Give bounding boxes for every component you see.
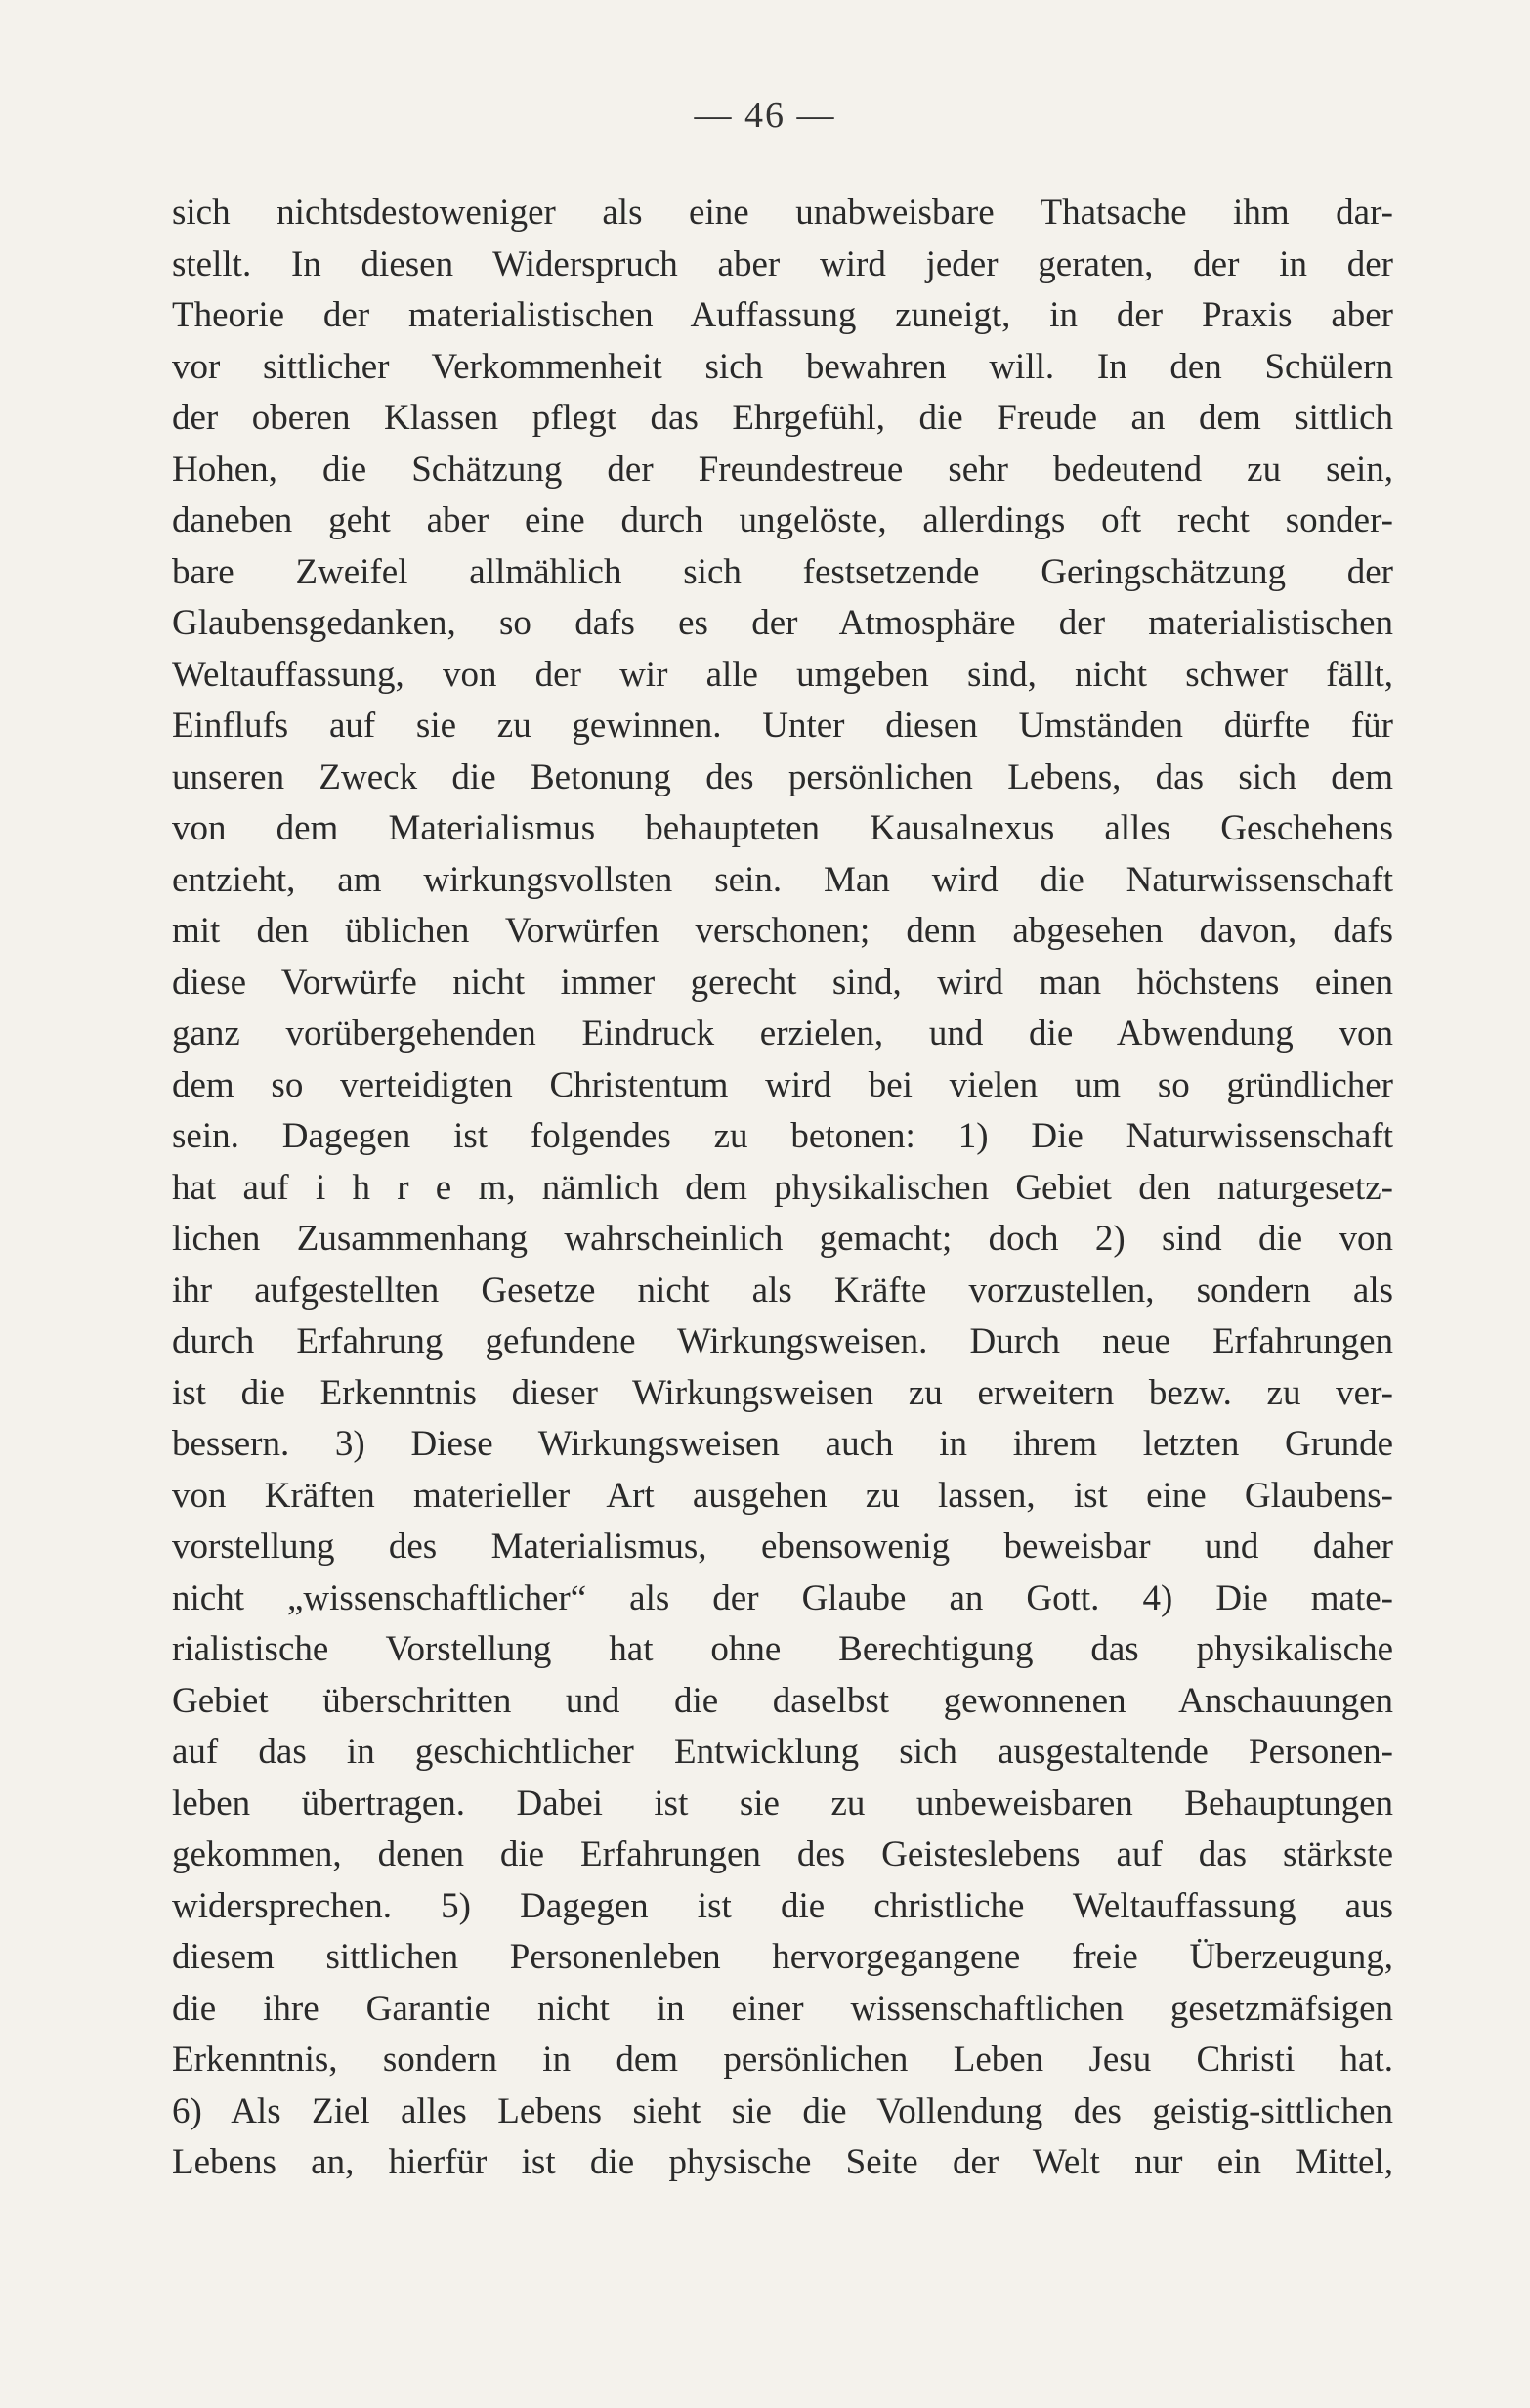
text-line: dem so verteidigten Christentum wird bei vielen um so gründlicher bbox=[172, 1064, 1393, 1105]
text-line: Glaubensgedanken, so dafs es der Atmosphäre der materialistischen bbox=[172, 603, 1393, 643]
text-line: diesem sittlichen Personenleben hervorgegangene freie Überzeugung, bbox=[172, 1937, 1393, 1977]
text-line: von Kräften materieller Art ausgehen zu lassen, ist eine Glaubens- bbox=[172, 1475, 1393, 1516]
text-line: hat auf i h r e m, nämlich dem physikalischen Gebiet den naturgesetz- bbox=[172, 1167, 1393, 1208]
text-line: widersprechen. 5) Dagegen ist die christliche Weltauffassung aus bbox=[172, 1885, 1393, 1926]
text-line: Hohen, die Schätzung der Freundestreue sehr bedeutend zu sein, bbox=[172, 449, 1393, 490]
text-line: durch Erfahrung gefundene Wirkungsweisen. Durch neue Erfahrungen bbox=[172, 1321, 1393, 1361]
text-line: stellt. In diesen Widerspruch aber wird jeder geraten, der in der bbox=[172, 243, 1393, 284]
text-line: Weltauffassung, von der wir alle umgeben sind, nicht schwer fällt, bbox=[172, 654, 1393, 695]
text-line: Einflufs auf sie zu gewinnen. Unter diesen Umständen dürfte für bbox=[172, 706, 1393, 746]
text-line: von dem Materialismus behaupteten Kausalnexus alles Geschehens bbox=[172, 808, 1393, 848]
text-line: vorstellung des Materialismus, ebensowenig beweisbar und daher bbox=[172, 1526, 1393, 1567]
text-line: sich nichtsdestoweniger als eine unabweisbare Thatsache ihm dar- bbox=[172, 193, 1393, 233]
text-line: bare Zweifel allmählich sich festsetzende Geringschätzung der bbox=[172, 551, 1393, 592]
text-line: ist die Erkenntnis dieser Wirkungsweisen zu erweitern bezw. zu ver- bbox=[172, 1372, 1393, 1413]
text-line: auf das in geschichtlicher Entwicklung sich ausgestaltende Personen- bbox=[172, 1732, 1393, 1772]
text-line: Theorie der materialistischen Auffassung zuneigt, in der Praxis aber bbox=[172, 295, 1393, 335]
body-text bbox=[172, 188, 1393, 2189]
text-line: daneben geht aber eine durch ungelöste, allerdings oft recht sonder- bbox=[172, 500, 1393, 540]
text-line: rialistische Vorstellung hat ohne Berechtigung das physikalische bbox=[172, 1629, 1393, 1669]
text-line: leben übertragen. Dabei ist sie zu unbeweisbaren Behauptungen bbox=[172, 1783, 1393, 1824]
text-line: entzieht, am wirkungsvollsten sein. Man wird die Naturwissenschaft bbox=[172, 859, 1393, 900]
text-line: mit den üblichen Vorwürfen verschonen; denn abgesehen davon, dafs bbox=[172, 911, 1393, 951]
text-line: gekommen, denen die Erfahrungen des Geisteslebens auf das stärkste bbox=[172, 1834, 1393, 1874]
text-line: Erkenntnis, sondern in dem persönlichen Leben Jesu Christi hat. bbox=[172, 2040, 1393, 2080]
text-line: diese Vorwürfe nicht immer gerecht sind, wird man höchstens einen bbox=[172, 962, 1393, 1003]
text-line: der oberen Klassen pflegt das Ehrgefühl, die Freude an dem sittlich bbox=[172, 398, 1393, 438]
text-line: ganz vorübergehenden Eindruck erzielen, und die Abwendung von bbox=[172, 1013, 1393, 1054]
page-number: — 46 — bbox=[694, 95, 836, 136]
text-line: ihr aufgestellten Gesetze nicht als Kräfte vorzustellen, sondern als bbox=[172, 1269, 1393, 1311]
text-line: vor sittlicher Verkommenheit sich bewahren will. In den Schülern bbox=[172, 346, 1393, 387]
text-line: Lebens an, hierfür ist die physische Seite der Welt nur ein Mittel, bbox=[172, 2142, 1393, 2182]
text-line: 6) Als Ziel alles Lebens sieht sie die Vollendung des geistig-sittlichen bbox=[172, 2090, 1393, 2131]
text-line: bessern. 3) Diese Wirkungsweisen auch in ihrem letzten Grunde bbox=[172, 1424, 1393, 1464]
text-line: unseren Zweck die Betonung des persönlichen Lebens, das sich dem bbox=[172, 756, 1393, 797]
text-line: Gebiet überschritten und die daselbst gewonnenen Anschauungen bbox=[172, 1680, 1393, 1721]
text-line: lichen Zusammenhang wahrscheinlich gemacht; doch 2) sind die von bbox=[172, 1219, 1393, 1259]
text-line: die ihre Garantie nicht in einer wissenschaftlichen gesetzmäfsigen bbox=[172, 1988, 1393, 2029]
text-line: sein. Dagegen ist folgendes zu betonen: 1) Die Naturwissenschaft bbox=[172, 1116, 1393, 1156]
text-line: nicht „wissenschaftlicher“ als der Glaube an Gott. 4) Die mate- bbox=[172, 1577, 1393, 1618]
